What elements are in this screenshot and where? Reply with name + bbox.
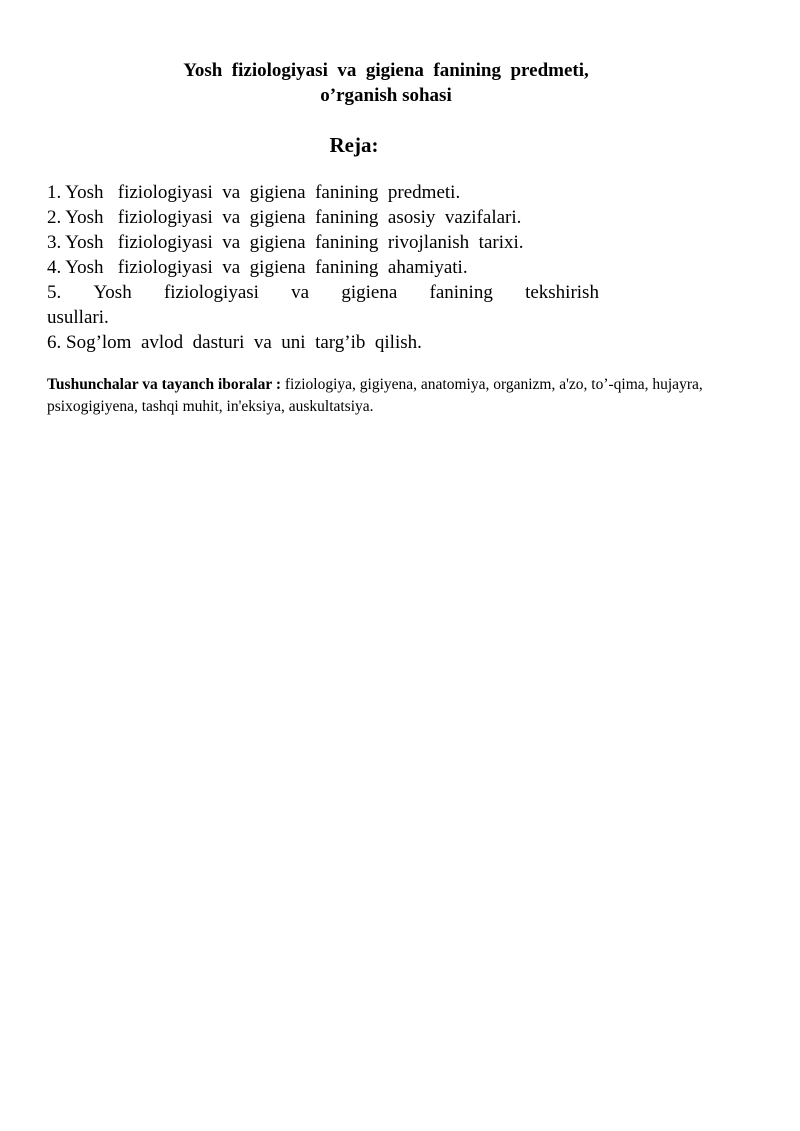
plan-item: 3. Yosh fiziologiyasi va gigiena fanining rivojlanish tarixi.: [47, 232, 524, 253]
plan-item-5-word: fiziologiyasi: [163, 282, 259, 303]
plan-list: [47, 180, 599, 355]
plan-item-5-word: fanining: [429, 282, 493, 303]
plan-item: 1. Yosh fiziologiyasi va gigiena fanining predmeti.: [47, 182, 461, 203]
plan-item-5-continuation: usullari.: [47, 307, 109, 328]
plan-item: 4. Yosh fiziologiyasi va gigiena fanining ahamiyati.: [47, 257, 468, 278]
key-terms-paragraph: [47, 374, 737, 418]
plan-item-5: [47, 280, 599, 305]
plan-item-5-word: va: [291, 282, 310, 303]
plan-item-5-word: 5.: [47, 282, 62, 303]
plan-item: 6. Sog’lom avlod dasturi va uni targ’ib qilish.: [47, 332, 422, 353]
key-terms-label: Tushunchalar va tayanch iboralar :: [47, 376, 281, 393]
plan-item: 2. Yosh fiziologiyasi va gigiena fanining asosiy vazifalari.: [47, 207, 522, 228]
document-title-line-1: Yosh fiziologiyasi va gigiena fanining predmeti,: [183, 60, 589, 81]
plan-heading: Reja:: [329, 133, 379, 157]
document-title-line-2: o’rganish sohasi: [320, 85, 452, 106]
plan-item-5-word: Yosh: [93, 282, 132, 303]
key-terms-text: fiziologiya, gigiyena, anatomiya, organizm, a'zo, to’-qima, hujayra, psixogigiyena, tashqi muhit, in'eksiya, auskultatsiya.: [47, 376, 703, 415]
plan-item-5-word: gigiena: [341, 282, 398, 303]
plan-item-5-word: tekshirish: [525, 282, 599, 303]
